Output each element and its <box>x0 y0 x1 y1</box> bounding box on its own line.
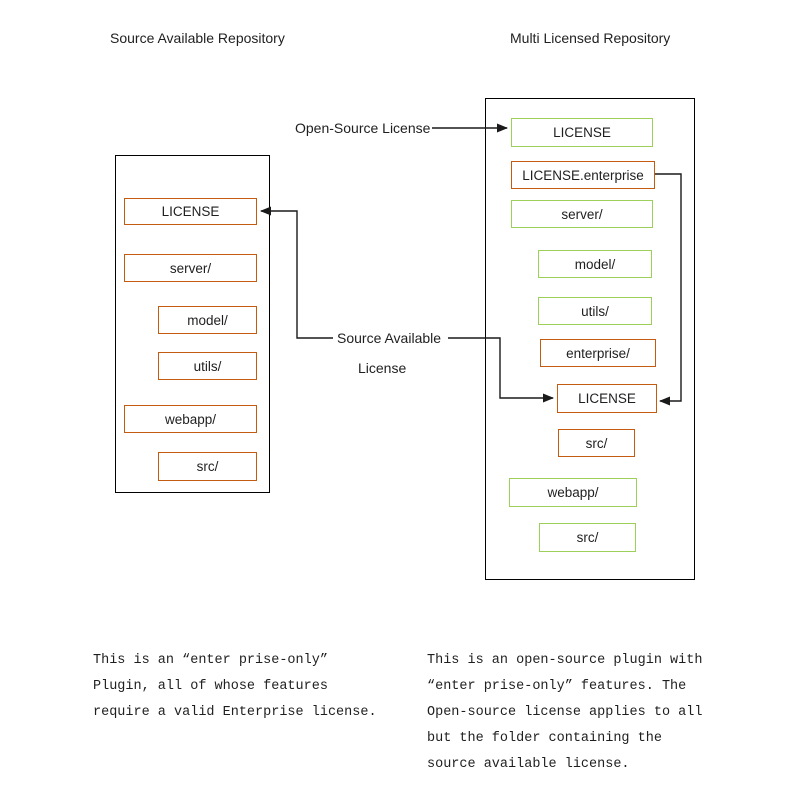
left-repo-box-src: src/ <box>158 452 257 481</box>
right-repo-box-webapp: webapp/ <box>509 478 637 507</box>
source-available-license-label-line1: Source Available <box>337 330 442 346</box>
note-line: Open-source license applies to all <box>427 705 703 720</box>
left-repo-box-server: server/ <box>124 254 257 282</box>
right-repo-box-license-enterprise: LICENSE.enterprise <box>511 161 655 189</box>
right-repo-box-utils: utils/ <box>538 297 652 325</box>
note-line: source available license. <box>427 757 630 772</box>
right-repo-box-server: server/ <box>511 200 653 228</box>
note-line: Plugin, all of whose features <box>93 679 328 694</box>
right-repo-box-src-enterprise: src/ <box>558 429 635 457</box>
right-repo-note <box>427 648 702 778</box>
left-repo-box-model: model/ <box>158 306 257 334</box>
right-repo-box-enterprise-folder: enterprise/ <box>540 339 656 367</box>
source-available-license-arrow-to-left-repo <box>261 211 333 338</box>
note-line: This is an “enter prise-only” <box>93 653 328 668</box>
right-repo-box-license-open-source: LICENSE <box>511 118 653 147</box>
note-line: This is an open-source plugin with <box>427 653 703 668</box>
note-line: “enter prise-only” features. The <box>427 679 687 694</box>
left-repo-box-license: LICENSE <box>124 198 257 225</box>
left-repo-box-webapp: webapp/ <box>124 405 257 433</box>
source-available-license-label-line2: License <box>358 360 407 376</box>
note-line: require a valid Enterprise license. <box>93 705 377 720</box>
right-repo-title: Multi Licensed Repository <box>510 30 671 46</box>
open-source-license-label: Open-Source License <box>295 120 431 136</box>
left-repo-note <box>93 648 377 726</box>
note-line: but the folder containing the <box>427 731 662 746</box>
left-repo-box-utils: utils/ <box>158 352 257 380</box>
left-repo-title: Source Available Repository <box>110 30 285 46</box>
right-repo-box-src-webapp: src/ <box>539 523 636 552</box>
right-repo-box-model: model/ <box>538 250 652 278</box>
right-repo-box-license-source-available: LICENSE <box>557 384 657 413</box>
